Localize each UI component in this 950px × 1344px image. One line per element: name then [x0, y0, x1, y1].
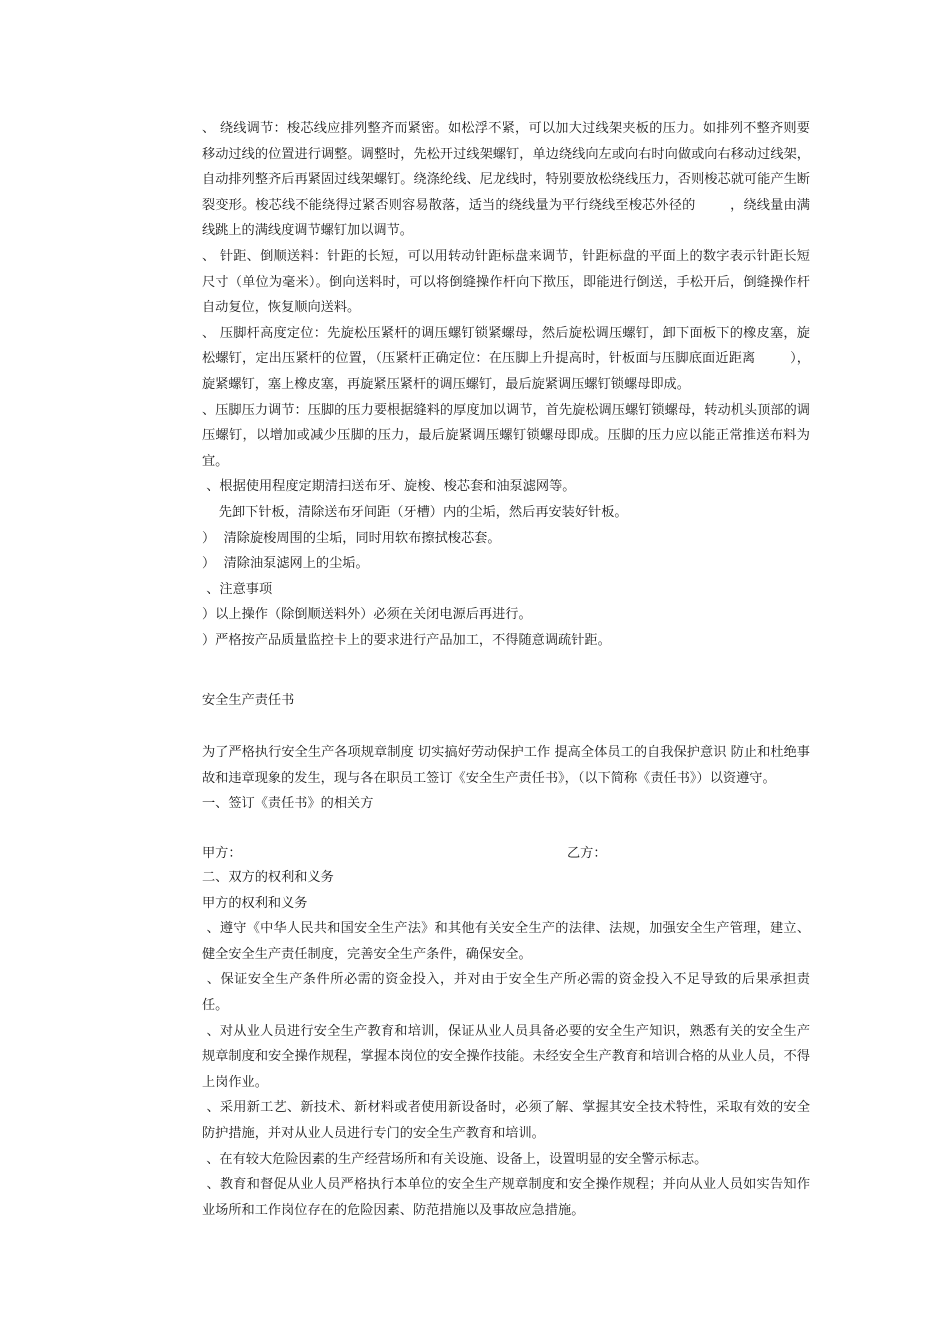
duty-item: 、遵守《中华人民共和国安全生产法》和其他有关安全生产的法律、法规，加强安全生产管理，建立、健全安全生产责任制度，完善安全生产条件，确保安全。 [202, 921, 811, 962]
responsibility-intro-block [202, 740, 810, 817]
responsibility-title: 安全生产责任书 [202, 693, 295, 708]
paragraph-presser-bar-height: 、 压脚杆高度定位：先旋松压紧杆的调压螺钉锁紧螺母，然后旋松调压螺钉，卸下面板下的橡皮塞，旋松螺钉，定出压紧杆的位置，（压紧杆正确定位：在压脚上升提高时，针板面与压脚底面近距离 ），旋紧螺钉，塞上橡皮塞，再旋紧压紧杆的调压螺钉，最后旋紧调压螺钉锁螺母即成。 [202, 325, 810, 392]
maintenance-section [202, 116, 810, 653]
line-remove-needle-plate: 先卸下针板，清除送布牙间距（牙槽）内的尘垢，然后再安装好针板。 [202, 504, 628, 520]
responsibility-intro: 为了严格执行安全生产各项规章制度 切实搞好劳动保护工作 提高全体员工的自我保护意识 防止和杜绝事故和违章现象的发生，现与各在职员工签订《安全生产责任书》，（以下简称《责任书》）以资遵守。 [202, 745, 810, 786]
duty-item: 、在有较大危险因素的生产经营场所和有关设施、设备上，设置明显的安全警示标志。 [202, 1151, 708, 1167]
party-a-label: 甲方： [202, 846, 242, 861]
duty-item: 、保证安全生产条件所必需的资金投入，并对由于安全生产所必需的资金投入不足导致的后果承担责任。 [202, 972, 810, 1013]
rights-duties-section [202, 865, 810, 1223]
paragraph-thread-winding: 、 绕线调节：梭芯线应排列整齐而紧密。如松浮不紧，可以加大过线架夹板的压力。如排列不整齐则要移动过线的位置进行调整。调整时，先松开过线架螺钉，单边绕线向左或向右时向做或向右移动过线架，自动排列整齐后再紧固过线架螺钉。绕涤纶线、尼龙线时，特别要放松绕线压力，否则梭芯就可能产生断裂变形。梭芯线不能绕得过紧否则容易散落，适当的绕线量为平行绕线至梭芯外径的 ，绕线量由满线跳上的满线度调节螺钉加以调节。 [202, 121, 810, 239]
duty-item: 、对从业人员进行安全生产教育和培训，保证从业人员具备必要的安全生产知识，熟悉有关的安全生产规章制度和安全操作规程，掌握本岗位的安全操作技能。未经安全生产教育和培训合格的从业人员，不得上岗作业。 [202, 1023, 811, 1090]
duty-item: 、教育和督促从业人员严格执行本单位的安全生产规章制度和安全操作规程；并向从业人员如实告知作业场所和工作岗位存在的危险因素、防范措施以及事故应急措施。 [202, 1177, 811, 1218]
line-quality-card: ）严格按产品质量监控卡上的要求进行产品加工，不得随意调疏针距。 [202, 632, 611, 648]
section-parties-heading: 一、签订《责任书》的相关方 [202, 796, 374, 812]
paragraph-stitch-length: 、 针距、倒顺送料：针距的长短，可以用转动针距标盘来调节，针距标盘的平面上的数字表示针距长短尺寸（单位为毫米）。倒向送料时，可以将倒缝操作杆向下揿压，即能进行倒送，手松开后，倒缝操作杆自动复位，恢复顺向送料。 [202, 248, 810, 316]
line-power-off: ）以上操作（除倒顺送料外）必须在关闭电源后再进行。 [202, 607, 532, 623]
section-rights-heading: 二、双方的权利和义务 [202, 870, 334, 885]
parties-row [202, 842, 810, 864]
line-precautions: 、注意事项 [202, 581, 273, 597]
line-clean-hook: ） 清除旋梭周围的尘垢，同时用软布擦拭梭芯套。 [202, 530, 501, 546]
party-b-label: 乙方： [567, 846, 607, 861]
line-cleaning: 、根据使用程度定期清扫送布牙、旋梭、梭芯套和油泵滤网等。 [202, 479, 576, 495]
duty-item: 、采用新工艺、新技术、新材料或者使用新设备时，必须了解、掌握其安全技术特性，采取有效的安全防护措施，并对从业人员进行专门的安全生产教育和培训。 [202, 1100, 811, 1141]
party-a-rights-heading: 甲方的权利和义务 [202, 895, 308, 911]
line-clean-oil-filter: ） 清除油泵滤网上的尘垢。 [202, 556, 369, 572]
paragraph-presser-pressure: 、压脚压力调节：压脚的压力要根据缝料的厚度加以调节，首先旋松调压螺钉锁螺母，转动机头顶部的调压螺钉，以增加或减少压脚的压力，最后旋紧调压螺钉锁螺母即成。压脚的压力应以能正常推送布料为宜。 [202, 402, 810, 469]
